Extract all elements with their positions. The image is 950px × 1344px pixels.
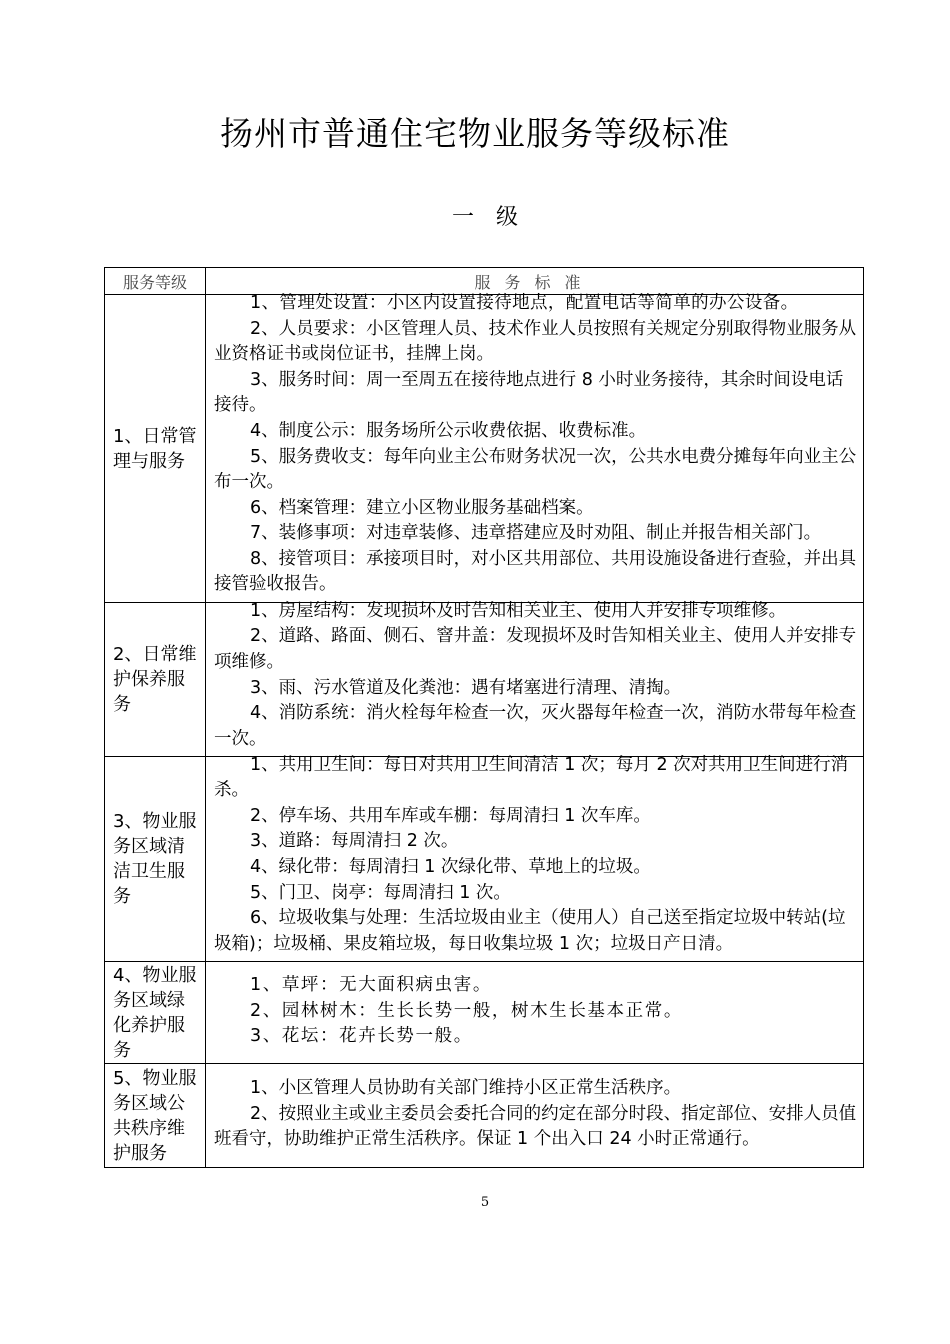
category-cell: 1、日常管理与服务 [105,295,206,603]
list-item: 1、共用卫生间：每日对共用卫生间清洁 1 次；每月 2 次对共用卫生间进行消杀。 [214,754,849,801]
table-row [105,757,864,962]
table-row [105,295,864,603]
list-item: 5、服务费收支：每年向业主公布财务状况一次，公共水电费分摊每年向业主公布一次。 [214,446,857,493]
table-row [105,962,864,1064]
list-item: 6、档案管理：建立小区物业服务基础档案。 [250,497,594,518]
list-item: 1、管理处设置：小区内设置接待地点，配置电话等简单的办公设备。 [250,292,799,313]
list-item: 3、花坛：花卉长势一般。 [250,1026,473,1047]
list-item: 1、草坪：无大面积病虫害。 [250,975,492,996]
items-cell [206,754,864,962]
items-cell [206,962,864,1064]
list-item: 2、停车场、共用车库或车棚：每周清扫 1 次车库。 [250,805,651,826]
list-item: 4、消防系统：消火栓每年检查一次，灭火器每年检查一次，消防水带每年检查一次。 [214,703,857,749]
level-heading: 一 级 [451,205,518,230]
category-cell: 2、日常维护保养服务 [105,603,206,757]
page-number: 5 [480,1195,490,1210]
list-item: 3、雨、污水管道及化粪池：遇有堵塞进行清理、清掏。 [250,677,682,698]
items-cell [206,600,864,757]
list-item: 6、垃圾收集与处理：生活垃圾由业主（使用人）自己送至指定垃圾中转站(垃圾箱)；垃圾桶、果皮箱垃圾，每日收集垃圾 1 次；垃圾日产日清。 [214,908,846,954]
header-service-standard: 服务标准 [206,268,864,295]
category-cell: 4、物业服务区域绿化养护服务 [105,962,206,1064]
list-item: 3、服务时间：周一至周五在接待地点进行 8 小时业务接待，其余时间设电话接待。 [214,369,844,416]
table-row [105,1064,864,1168]
list-item: 7、装修事项：对违章装修、违章搭建应及时劝阻、制止并报告相关部门。 [250,523,822,544]
service-standard-table [104,267,864,1168]
header-service-level: 服务等级 [105,268,206,295]
list-item: 3、道路：每周清扫 2 次。 [250,831,459,852]
list-item: 1、小区管理人员协助有关部门维持小区正常生活秩序。 [250,1078,682,1099]
list-item: 2、人员要求：小区管理人员、技术作业人员按照有关规定分别取得物业服务从业资格证书或岗位证书，挂牌上岗。 [214,318,857,365]
list-item: 2、按照业主或业主委员会委托合同的约定在部分时段、指定部位、安排人员值班看守，协助维护正常生活秩序。保证 1 个出入口 24 小时正常通行。 [214,1103,857,1150]
list-item: 4、制度公示：服务场所公示收费依据、收费标准。 [250,420,647,441]
list-item: 4、绿化带：每周清扫 1 次绿化带、草地上的垃圾。 [250,857,651,877]
document-title: 扬州市普通住宅物业服务等级标准 [220,114,730,153]
list-item: 8、接管项目：承接项目时，对小区共用部位、共用设施设备进行查验，并出具接管验收报告。 [214,548,857,595]
list-item: 2、园林树木：生长长势一般，树木生长基本正常。 [250,1000,683,1021]
list-item: 5、门卫、岗亭：每周清扫 1 次。 [250,882,511,903]
list-item: 2、道路、路面、侧石、窨井盖：发现损坏及时告知相关业主、使用人并安排专项维修。 [214,626,857,672]
items-cell [206,292,864,603]
table-row [105,603,864,757]
category-cell: 3、物业服务区域清洁卫生服务 [105,757,206,962]
category-cell: 5、物业服务区域公共秩序维护服务 [105,1064,206,1168]
list-item: 1、房屋结构：发现损坏及时告知相关业主、使用人并安排专项维修。 [250,600,787,621]
items-cell [206,1064,864,1168]
